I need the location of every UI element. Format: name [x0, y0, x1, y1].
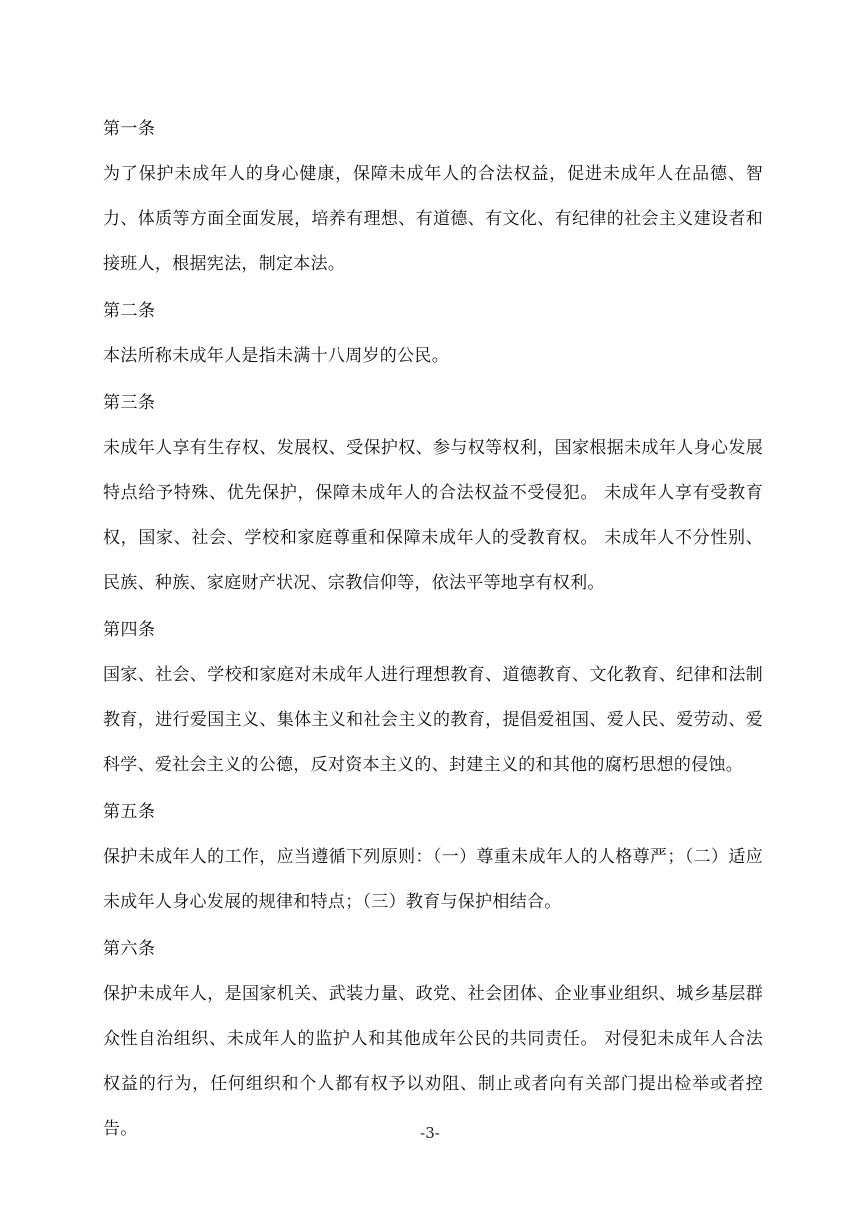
article-4-body: 国家、社会、学校和家庭对未成年人进行理想教育、道德教育、文化教育、纪律和法制教育，进行爱国主义、集体主义和社会主义的教育，提倡爱祖国、爱人民、爱劳动、爱科学、爱社会主义的公德，反对资本主义的、封建主义的和其他的腐朽思想的侵蚀。 — [103, 665, 763, 775]
article-6-heading: 第六条 — [103, 939, 156, 959]
article-1-body: 为了保护未成年人的身心健康，保障未成年人的合法权益，促进未成年人在品德、智力、体质等方面全面发展，培养有理想、有道德、有文化、有纪律的社会主义建设者和接班人，根据宪法，制定本法。 — [103, 164, 763, 274]
article-3-heading: 第三条 — [103, 393, 156, 413]
article-5-heading: 第五条 — [103, 802, 156, 822]
article-1-heading: 第一条 — [103, 119, 156, 139]
article-2-heading: 第二条 — [103, 301, 156, 321]
page-number: -3- — [420, 1124, 440, 1142]
article-2-body: 本法所称未成年人是指未满十八周岁的公民。 — [103, 346, 449, 366]
article-5-body: 保护未成年人的工作，应当遵循下列原则：（一）尊重未成年人的人格尊严；（二）适应未成年人身心发展的规律和特点；（三）教育与保护相结合。 — [103, 847, 763, 912]
document-content — [103, 113, 763, 1160]
article-4-heading: 第四条 — [103, 620, 156, 640]
article-6-body: 保护未成年人，是国家机关、武装力量、政党、社会团体、企业事业组织、城乡基层群众性自治组织、未成年人的监护人和其他成年公民的共同责任。 对侵犯未成年人合法权益的行为，任何组织和个人都有权予以劝阻、制止或者向有关部门提出检举或者控告。 — [103, 984, 763, 1139]
article-3-body: 未成年人享有生存权、发展权、受保护权、参与权等权利，国家根据未成年人身心发展特点给予特殊、优先保护，保障未成年人的合法权益不受侵犯。 未成年人享有受教育权，国家、社会、学校和家庭尊重和保障未成年人的受教育权。 未成年人不分性别、民族、种族、家庭财产状况、宗教信仰等，依法平等地享有权利。 — [103, 438, 763, 593]
